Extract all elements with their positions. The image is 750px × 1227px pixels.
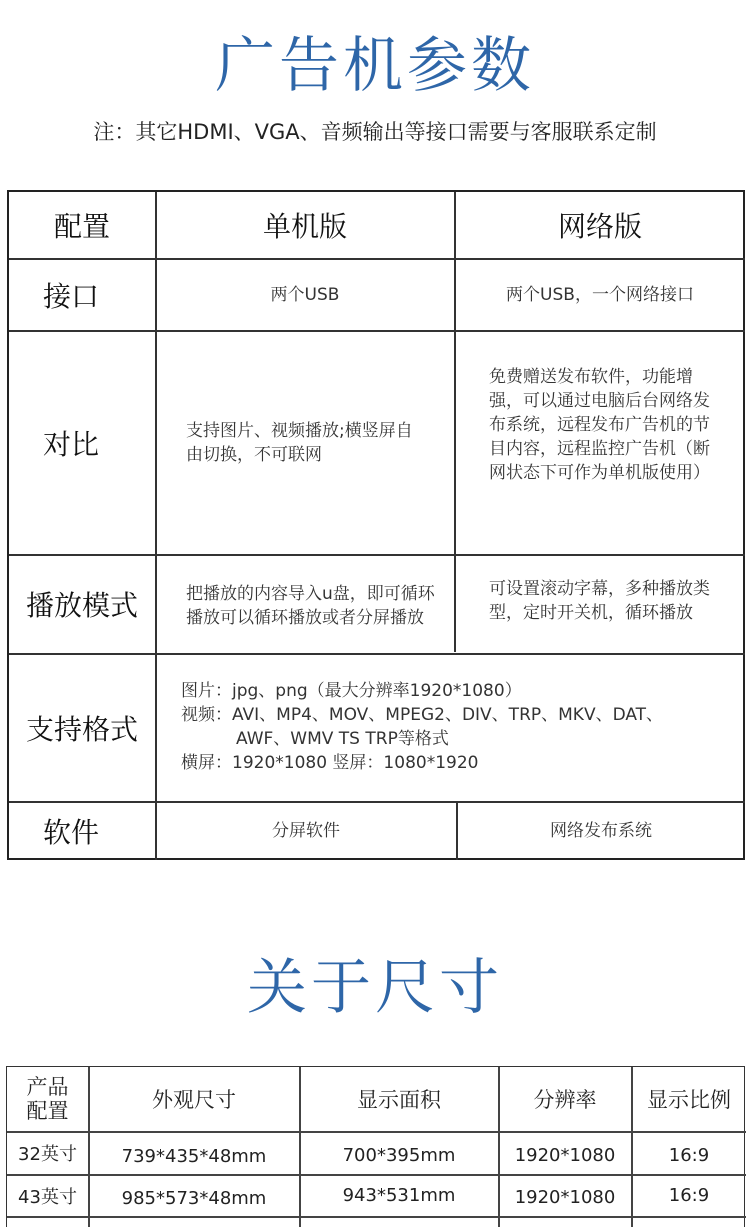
area-32: 700*395mm xyxy=(342,1144,456,1166)
sizes-title: 关于尺寸 xyxy=(247,953,503,1023)
params-title: 广告机参数 xyxy=(215,31,535,101)
header-standalone: 单机版 xyxy=(262,210,347,243)
header-resolution: 分辨率 xyxy=(533,1088,597,1112)
customization-note: 注：其它HDMI、VGA、音频输出等接口需要与客服联系定制 xyxy=(93,120,657,144)
row-label-software: 软件 xyxy=(42,816,99,849)
formats-list xyxy=(181,679,745,775)
formats-videos: 视频：AVI、MP4、MOV、MPEG2、DIV、TRP、MKV、DAT、 xyxy=(181,705,664,725)
row-label-interface: 接口 xyxy=(42,279,99,313)
row-label-compare: 对比 xyxy=(42,427,99,461)
header-config-line1: 产品 xyxy=(26,1075,69,1099)
playmode-network: 可设置滚动字幕，多种播放类型，定时开关机，循环播放 xyxy=(489,579,710,623)
area-43: 943*531mm xyxy=(342,1185,456,1206)
ratio-43: 16:9 xyxy=(668,1185,710,1206)
formats-videos-cont: AWF、WMV TS TRP等格式 xyxy=(236,729,449,749)
size-43: 43英寸 xyxy=(18,1186,77,1208)
dims-43: 985*573*48mm xyxy=(121,1188,267,1209)
sizes-table xyxy=(6,1066,745,1227)
compare-standalone: 支持图片、视频播放;横竖屏自由切换，不可联网 xyxy=(186,420,413,465)
header-aspect-ratio: 显示比例 xyxy=(647,1088,731,1112)
header-display-area: 显示面积 xyxy=(357,1088,441,1112)
params-table xyxy=(7,190,745,860)
software-network: 网络发布系统 xyxy=(550,821,652,841)
header-config: 配置 xyxy=(53,210,110,243)
size-32: 32英寸 xyxy=(18,1144,77,1165)
resolution-43: 1920*1080 xyxy=(514,1187,616,1208)
playmode-standalone: 把播放的内容导入u盘，即可循环播放可以循环播放或者分屏播放 xyxy=(186,584,435,628)
interface-standalone: 两个USB xyxy=(270,284,340,305)
dims-32: 739*435*48mm xyxy=(121,1145,267,1167)
row-divider xyxy=(7,1131,746,1133)
header-product-config xyxy=(7,1067,88,1131)
formats-orientation: 横屏：1920*1080 竖屏：1080*1920 xyxy=(181,753,479,773)
interface-network: 两个USB，一个网络接口 xyxy=(506,284,694,305)
row-label-playmode: 播放模式 xyxy=(25,589,138,622)
header-network: 网络版 xyxy=(557,210,642,243)
resolution-32: 1920*1080 xyxy=(514,1144,616,1166)
compare-network: 免费赠送发布软件，功能增强，可以通过电脑后台网络发布系统，远程发布广告机的节目内容，远程监控广告机（断网状态下可作为单机版使用） xyxy=(489,367,710,483)
header-dimensions: 外观尺寸 xyxy=(152,1088,236,1112)
ratio-32: 16:9 xyxy=(668,1144,710,1166)
formats-images: 图片：jpg、png（最大分辨率1920*1080） xyxy=(181,681,522,701)
header-config-line2: 配置 xyxy=(26,1099,69,1123)
software-standalone: 分屏软件 xyxy=(272,821,340,841)
row-label-formats: 支持格式 xyxy=(25,712,138,746)
